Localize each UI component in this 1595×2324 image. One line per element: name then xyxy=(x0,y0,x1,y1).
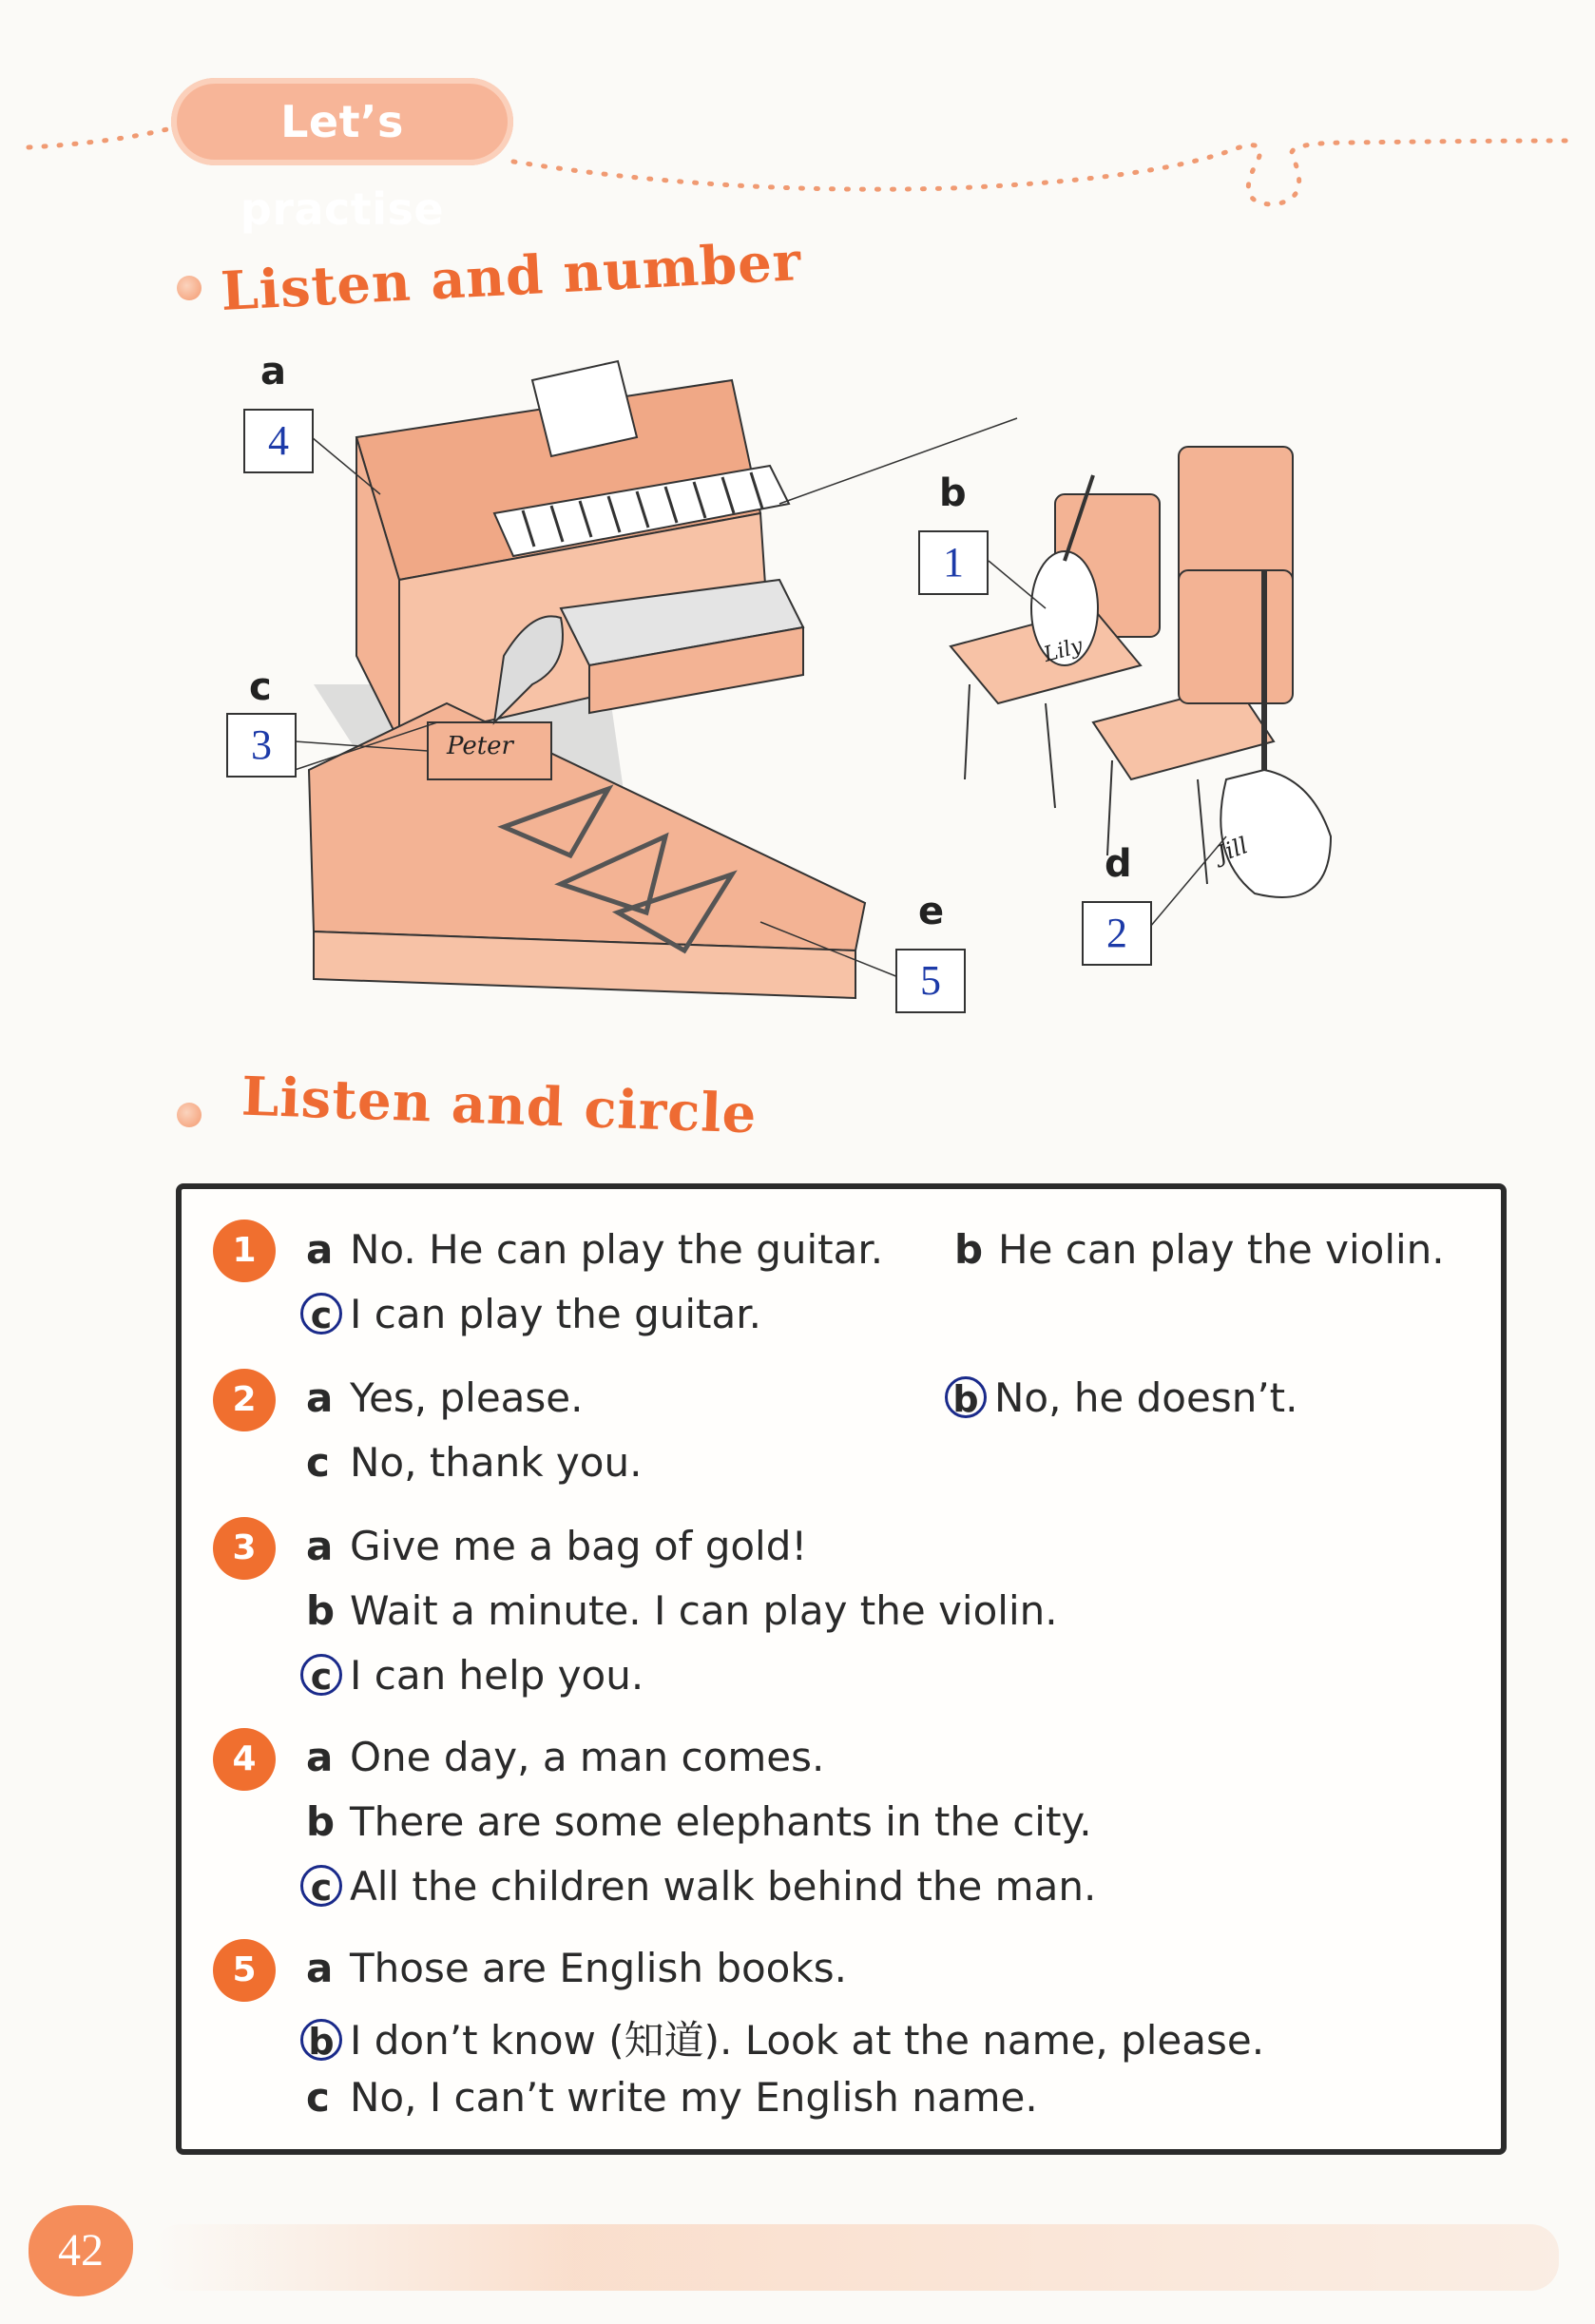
circled-answer-mark: b xyxy=(945,1376,987,1418)
answer-box-a[interactable]: 4 xyxy=(243,409,314,473)
label-a: a xyxy=(260,350,286,394)
question-number-5: 5 xyxy=(213,1939,276,2002)
name-tag-jill: Jill xyxy=(1213,832,1252,868)
section-bullet-icon xyxy=(177,1103,202,1127)
question-number-4: 4 xyxy=(213,1728,276,1791)
q4-option-c[interactable]: c All the children walk behind the man. xyxy=(306,1863,1096,1910)
answer-box-c[interactable]: 3 xyxy=(226,713,297,778)
label-e: e xyxy=(918,890,945,933)
footer-band xyxy=(152,2224,1559,2291)
circled-answer-mark: c xyxy=(300,1654,342,1696)
q2-option-c[interactable]: c No, thank you. xyxy=(306,1439,643,1486)
page-number: 42 xyxy=(58,2225,104,2276)
name-tag-lily: Lily xyxy=(1041,634,1086,667)
q2-option-a[interactable]: a Yes, please. xyxy=(306,1374,584,1421)
label-c: c xyxy=(249,665,272,709)
q5-option-c[interactable]: c No, I can’t write my English name. xyxy=(306,2074,1038,2121)
q2-option-b[interactable]: b No, he doesn’t. xyxy=(951,1374,1298,1421)
q5-option-a[interactable]: a Those are English books. xyxy=(306,1945,847,1991)
question-number-3: 3 xyxy=(213,1517,276,1580)
lets-practise-label: Let’s practise xyxy=(240,96,445,235)
q3-option-b[interactable]: b Wait a minute. I can play the violin. xyxy=(306,1587,1058,1634)
name-tag-peter: Peter xyxy=(447,732,513,760)
question-number-1: 1 xyxy=(213,1220,276,1282)
q3-option-a[interactable]: a Give me a bag of gold! xyxy=(306,1523,808,1569)
circled-answer-mark: c xyxy=(300,1293,342,1335)
music-room-illustration xyxy=(0,0,1595,1046)
circled-answer-mark: b xyxy=(300,2019,342,2061)
answer-box-e[interactable]: 5 xyxy=(895,949,966,1013)
label-b: b xyxy=(939,471,967,515)
answer-box-d[interactable]: 2 xyxy=(1082,901,1152,966)
q1-option-c[interactable]: c I can play the guitar. xyxy=(306,1291,761,1337)
circled-answer-mark: c xyxy=(300,1865,342,1907)
q5-option-b[interactable]: b I don’t know (知道). Look at the name, please. xyxy=(306,2009,1264,2066)
q4-option-a[interactable]: a One day, a man comes. xyxy=(306,1734,825,1780)
question-number-2: 2 xyxy=(213,1369,276,1431)
q4-option-b[interactable]: b There are some elephants in the city. xyxy=(306,1798,1092,1845)
q1-option-b[interactable]: b He can play the violin. xyxy=(954,1226,1445,1273)
label-d: d xyxy=(1105,842,1132,886)
q1-option-a[interactable]: a No. He can play the guitar. xyxy=(306,1226,884,1273)
q3-option-c[interactable]: c I can help you. xyxy=(306,1652,644,1699)
section-title-listen-circle: Listen and circle xyxy=(240,1065,759,1146)
answer-box-b[interactable]: 1 xyxy=(918,530,989,595)
section-title-listen-number: Listen and number xyxy=(219,230,803,323)
